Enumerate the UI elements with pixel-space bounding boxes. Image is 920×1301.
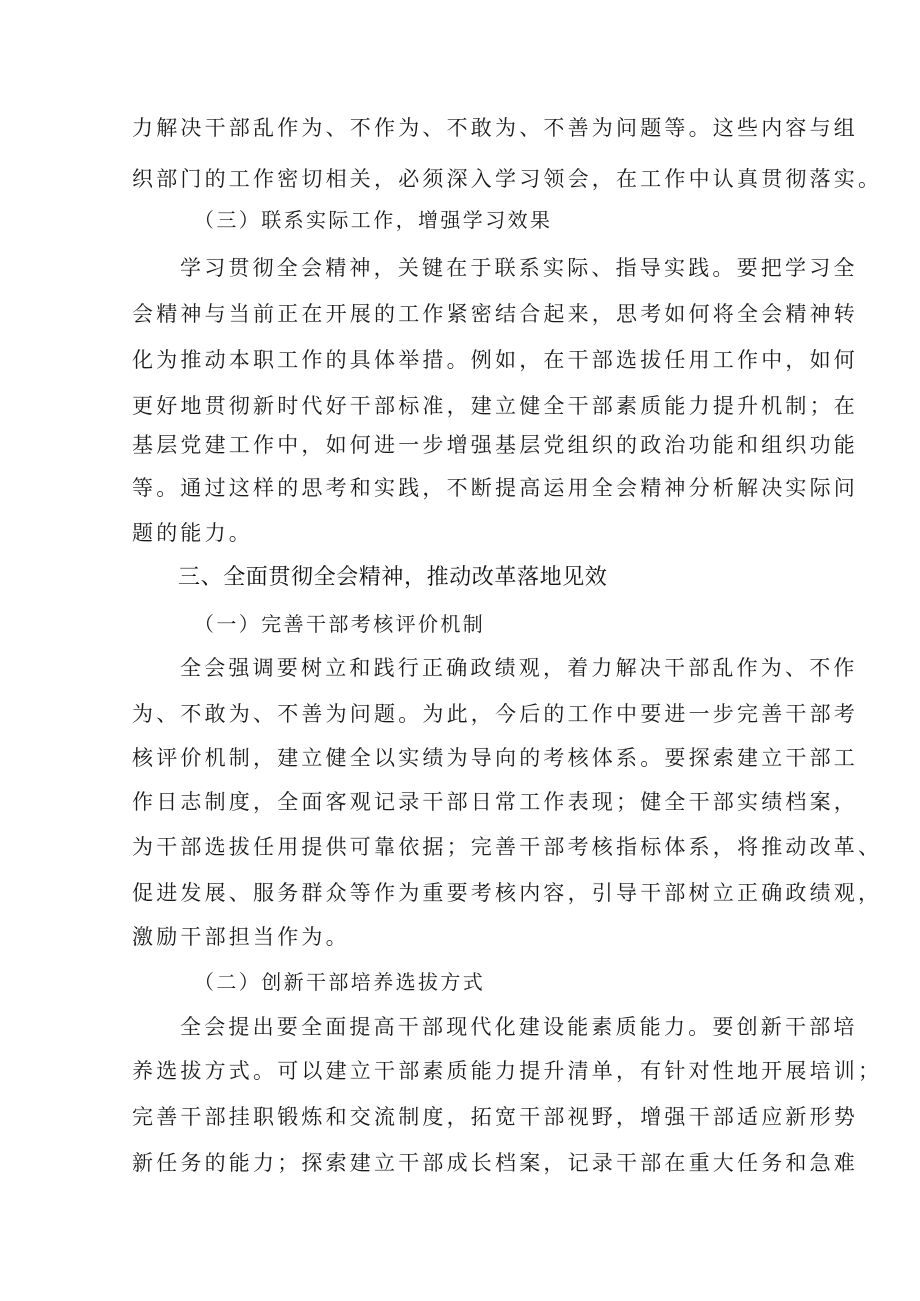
- paragraph-line: 养选拔方式。可以建立干部素质能力提升清单，有针对性地开展培训；: [132, 1059, 883, 1083]
- paragraph-line: 全会强调要树立和践行正确政绩观，着力解决干部乱作为、不作: [180, 656, 858, 680]
- paragraph-line: 全会提出要全面提高干部现代化建设能素质能力。要创新干部培: [180, 1015, 858, 1039]
- subheading-assessment: （一）完善干部考核评价机制: [194, 612, 486, 636]
- section-heading: 三、全面贯彻全会精神，推动改革落地见效: [178, 565, 608, 590]
- paragraph-line: 核评价机制，建立健全以实绩为导向的考核体系。要探索建立干部工: [132, 746, 858, 770]
- paragraph-line: 为干部选拔任用提供可靠依据；完善干部考核指标体系，将推动改革、: [132, 835, 883, 859]
- paragraph-line: 新任务的能力；探索建立干部成长档案，记录干部在重大任务和急难: [132, 1151, 858, 1175]
- subheading-training: （二）创新干部培养选拔方式: [194, 970, 486, 994]
- paragraph-line: 促进发展、服务群众等作为重要考核内容，引导干部树立正确政绩观，: [132, 881, 883, 905]
- paragraph-line: 作日志制度，全面客观记录干部日常工作表现；健全干部实绩档案，: [132, 790, 858, 814]
- paragraph-line: 织部门的工作密切相关，必须深入学习领会，在工作中认真贯彻落实。: [132, 167, 883, 191]
- paragraph-line: 激励干部担当作为。: [132, 925, 350, 949]
- paragraph-line: 化为推动本职工作的具体举措。例如，在干部选拔任用工作中，如何: [132, 348, 858, 372]
- paragraph-line: 为、不敢为、不善为问题。为此，今后的工作中要进一步完善干部考: [132, 702, 858, 726]
- paragraph-line: 更好地贯彻新时代好干部标准，建立健全干部素质能力提升机制；在: [132, 394, 858, 418]
- paragraph-line: 力解决干部乱作为、不作为、不敢为、不善为问题等。这些内容与组: [132, 116, 858, 140]
- paragraph-line: 学习贯彻全会精神，关键在于联系实际、指导实践。要把学习全: [180, 256, 858, 280]
- paragraph-line: 题的能力。: [132, 521, 253, 545]
- paragraph-line: 等。通过这样的思考和实践，不断提高运用全会精神分析解决实际问: [132, 476, 858, 500]
- paragraph-line: 完善干部挂职锻炼和交流制度，拓宽干部视野，增强干部适应新形势: [132, 1105, 858, 1129]
- paragraph-line: 基层党建工作中，如何进一步增强基层党组织的政治功能和组织功能: [132, 433, 858, 457]
- paragraph-line: 会精神与当前正在开展的工作紧密结合起来，思考如何将全会精神转: [132, 302, 858, 326]
- subheading-link-practice: （三）联系实际工作，增强学习效果: [194, 208, 553, 232]
